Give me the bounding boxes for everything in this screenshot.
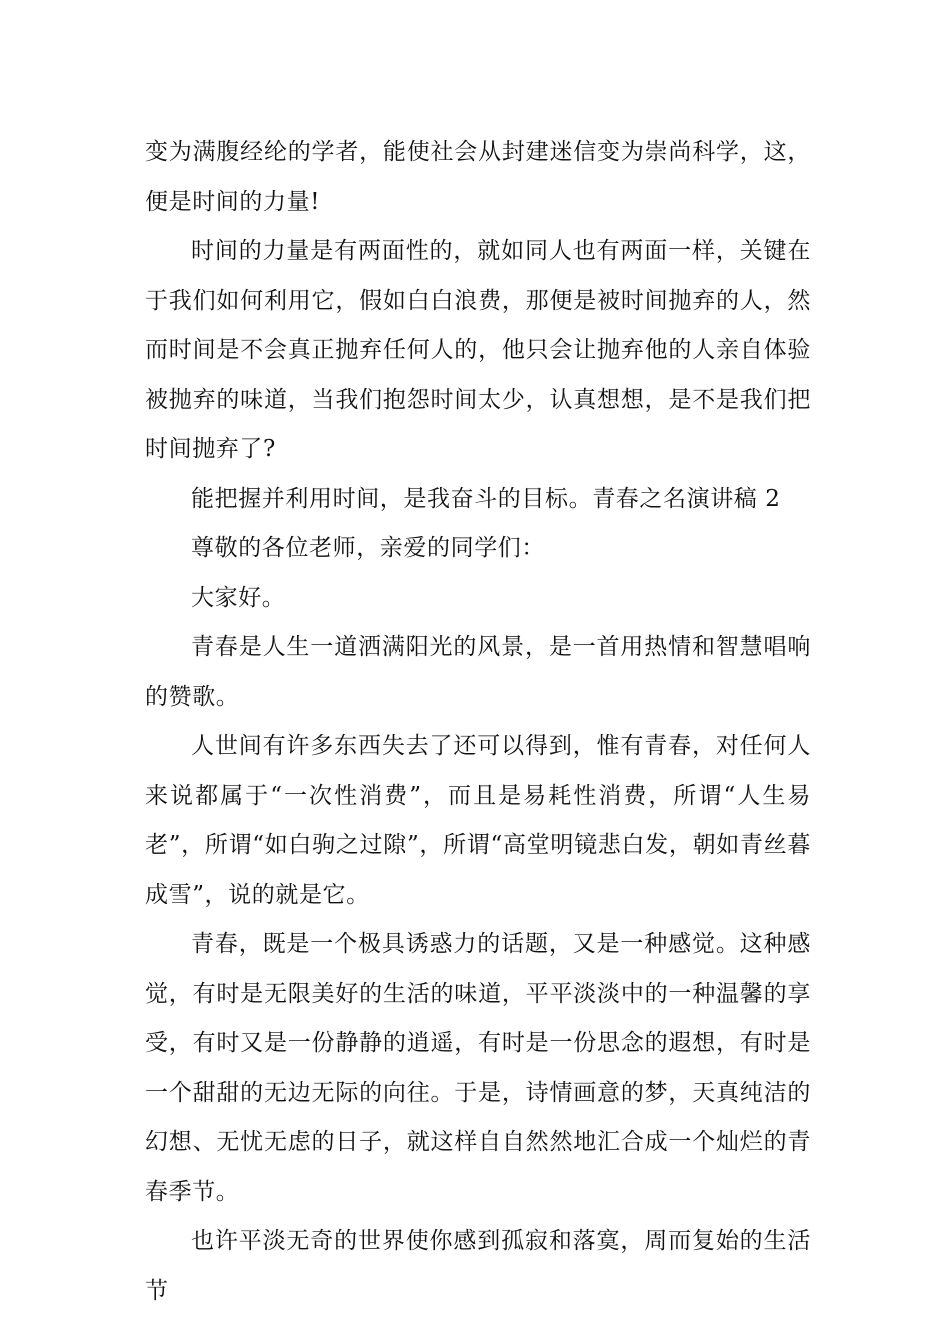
paragraph-youth-feeling: 青春，既是一个极具诱惑力的话题，又是一种感觉。这种感觉，有时是无限美好的生活的味道，平平淡淡中的一种温馨的享受，有时又是一份静静的逍遥，有时是一份思念的遐想，有时是一个甜甜的无边无际的向往。于是，诗情画意的梦，天真纯洁的幻想、无忧无虑的日子，就这样自自然然地汇合成一个灿烂的青春季节。 bbox=[145, 931, 811, 1205]
paragraph-goal-and-title: 能把握并利用时间，是我奋斗的目标。青春之名演讲稿 2 bbox=[191, 485, 781, 512]
paragraph-salutation: 尊敬的各位老师，亲爱的同学们： bbox=[191, 535, 545, 561]
paragraph-youth-scenery: 青春是人生一道洒满阳光的风景，是一首用热情和智慧唱响的赞歌。 bbox=[145, 634, 811, 710]
document-body bbox=[145, 128, 811, 1316]
paragraph-plain-world: 也许平淡无奇的世界使你感到孤寂和落寞，周而复始的生活节 bbox=[145, 1228, 811, 1304]
paragraph-youth-once: 人世间有许多东西失去了还可以得到，惟有青春，对任何人来说都属于“一次性消费”，而且是易耗性消费，所谓“人生易老”，所谓“如白驹之过隙”，所谓“高堂明镜悲白发，朝如青丝暮成雪”，说的就是它。 bbox=[145, 733, 811, 908]
paragraph-time-duality: 时间的力量是有两面性的，就如同人也有两面一样，关键在于我们如何利用它，假如白白浪费，那便是被时间抛弃的人，然而时间是不会真正抛弃任何人的，他只会让抛弃他的人亲自体验被抛弃的味道，当我们抱怨时间太少，认真想想，是不是我们把时间抛弃了? bbox=[145, 238, 811, 462]
paragraph-greeting: 大家好。 bbox=[191, 584, 286, 611]
paragraph-continued: 变为满腹经纶的学者，能使社会从封建迷信变为崇尚科学，这，便是时间的力量! bbox=[145, 139, 811, 215]
